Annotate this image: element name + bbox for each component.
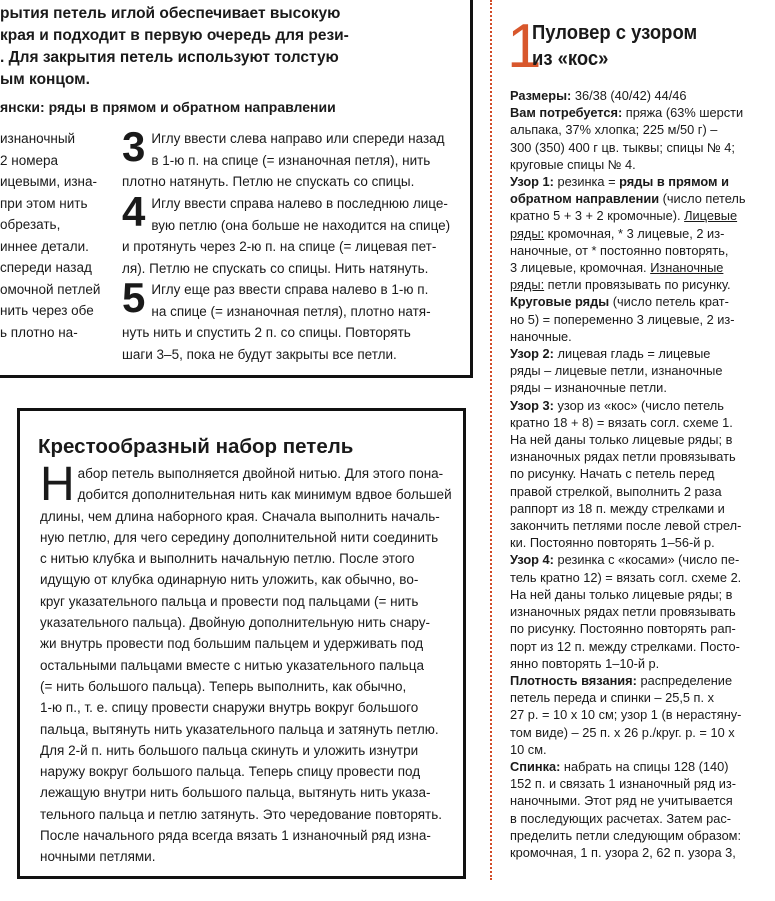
- body-line: 1-ю п., т. е. спицу провести снаружи внутрь вокруг большого: [40, 700, 419, 716]
- body-line: остальными пальцами вместе с нитью указательного пальца: [40, 657, 424, 673]
- step-line: и протянуть через 2-ю п. на спице (= лицевая пет-: [122, 239, 437, 254]
- pattern-line: [510, 672, 775, 689]
- pattern-line: [510, 706, 775, 723]
- text-run: изнаночных рядах петли провязывать: [510, 449, 736, 465]
- text-run: 300 (350) 400 г цв. тыквы; спицы № 4;: [510, 139, 735, 155]
- text-line: обрезать,: [0, 217, 61, 232]
- text-run: пределить петли следующим образом:: [510, 827, 742, 843]
- text-run: том виде) – 25 п. х 26 р./круг. р. = 10 х: [510, 724, 735, 740]
- text-run: ряды – лицевые петли, изнаночные: [510, 363, 723, 379]
- pattern-line: [510, 620, 775, 637]
- pattern-line: [510, 638, 775, 655]
- pattern-line: [510, 379, 775, 396]
- text-run: На ней даны только лицевые ряды; в: [510, 586, 733, 602]
- pattern-line: [510, 827, 775, 844]
- pattern-line: [510, 293, 775, 310]
- intro-line: ым концом.: [0, 71, 90, 88]
- text-line: ь плотно на-: [0, 324, 78, 340]
- pattern-line: [510, 448, 775, 465]
- pattern-line: [510, 87, 775, 104]
- text-run: наночные.: [510, 328, 572, 344]
- step-3: [122, 123, 467, 193]
- body-line: идущую от клубка одинарную нить уложить, как обычно, во-: [40, 572, 419, 588]
- text-run: петли провязывать по рисунку.: [544, 277, 731, 293]
- text-run: по рисунку. Начать с петель перед: [510, 466, 715, 482]
- pattern-line: [510, 345, 775, 362]
- step-line: нуть нить и спустить 2 п. со спицы. Повторять: [122, 325, 411, 340]
- drop-cap: Н: [40, 458, 75, 511]
- text-run: изнаночных рядах петли провязывать: [510, 604, 736, 620]
- pattern-line: [510, 156, 775, 173]
- text-run: распределение: [636, 672, 733, 688]
- text-run: круговые спицы № 4.: [510, 156, 636, 172]
- text-run: ряды – изнаночные петли.: [510, 380, 667, 396]
- bold-label: Размеры:: [510, 88, 572, 103]
- step-line: шаги 3–5, пока не будут закрыты все петли.: [122, 346, 397, 362]
- body-line: указательного пальца). Двойную дополнительную нить снару-: [40, 615, 430, 631]
- text-line: изнаночный: [0, 131, 76, 146]
- text-run: порт из 12 п. между стрелками. Посто-: [510, 638, 740, 654]
- text-run: кратно 5 + 3 + 2 кромочные).: [510, 208, 685, 224]
- pattern-line: [510, 311, 775, 328]
- text-line: при этом нить: [0, 195, 88, 211]
- step-line: вую петлю (она больше не находится на спице): [151, 217, 451, 233]
- pattern-line: [510, 242, 775, 259]
- bold-label: Узор 3:: [510, 397, 554, 413]
- step-4: [122, 188, 467, 279]
- column-divider: [490, 0, 492, 880]
- text-run: 3 лицевые, кромочная.: [510, 260, 651, 276]
- pattern-line: [510, 792, 775, 809]
- step-line: Иглу еще раз ввести справа налево в 1-ю п.: [151, 282, 429, 297]
- text-run: закончить петлями после левой стрел-: [510, 518, 742, 534]
- bold-label: Круговые ряды: [510, 294, 610, 310]
- pattern-line: [510, 655, 775, 672]
- pattern-line: [510, 104, 775, 121]
- text-run: тель кратно 12) = вязать согл. схеме 2.: [510, 569, 742, 585]
- intro-text: [0, 3, 470, 91]
- bold-label: Узор 4:: [510, 552, 554, 568]
- step-number: 4: [122, 188, 146, 235]
- pattern-line: [510, 534, 775, 551]
- pattern-line: [510, 775, 775, 792]
- bold-label: обратном направлении: [510, 191, 660, 207]
- left-column-text: [0, 128, 112, 343]
- cast-on-title: Крестообразный набор петель: [38, 435, 354, 458]
- bold-label: ряды в прямом и: [619, 174, 729, 190]
- text-run: кромочная, 1 п. узора 2, 62 п. узора 3,: [510, 844, 736, 860]
- body-line: длины, чем длина наборного края. Сначала выполнить началь-: [40, 508, 440, 524]
- step-number: 5: [122, 274, 146, 321]
- text-run: 27 р. = 10 х 10 см; узор 1 (в нерастяну-: [510, 707, 742, 723]
- body-line: (= нить большого пальца). Теперь выполнить, как обычно,: [40, 678, 407, 694]
- step-line: на спице (= изнаночная петля), плотно натя-: [151, 303, 431, 319]
- pattern-line: [510, 810, 775, 827]
- pattern-line: [510, 414, 775, 431]
- text-run: резинка =: [553, 174, 620, 190]
- intro-line: края и подходит в первую очередь для рези-: [0, 27, 349, 44]
- text-run: альпака, 37% хлопка; 225 м/50 г) –: [510, 122, 718, 138]
- bold-label: Узор 1:: [510, 174, 554, 190]
- title-line: Пуловер с узором: [532, 21, 698, 44]
- pattern-line: [510, 758, 775, 775]
- body-line: Для 2-й п. нить большого пальца скинуть и уложить изнутри: [40, 742, 419, 758]
- pattern-line: [510, 689, 775, 706]
- text-run: (число петель: [659, 191, 746, 207]
- step-line: плотно натянуть. Петлю не спускать со спицы.: [122, 174, 415, 189]
- text-run: лицевая гладь = лицевые: [553, 346, 711, 362]
- body-line: жи внутрь провести под большим пальцем и удерживать под: [40, 636, 424, 652]
- text-line: спереди назад: [0, 260, 92, 275]
- underlined-label: Изнаночные: [650, 260, 724, 276]
- body-line: ную петлю, для чего середину дополнительной нити соединить: [40, 529, 439, 545]
- text-run: но 5) = попеременно 3 лицевые, 2 из-: [510, 311, 735, 327]
- step-line: Иглу ввести слева направо или спереди назад: [151, 131, 445, 146]
- pattern-line: [510, 741, 775, 758]
- body-line: добится дополнительная нить как минимум вдвое большей: [77, 487, 452, 503]
- text-run: 152 п. и связать 1 изнаночный ряд из-: [510, 776, 737, 792]
- text-run: раппорт из 18 п. между стрелками и: [510, 500, 725, 516]
- bold-label: Спинка:: [510, 758, 561, 774]
- bold-label: Узор 2:: [510, 346, 554, 362]
- pattern-line: [510, 465, 775, 482]
- body-line: наружу вокруг большого пальца. Теперь спицу провести под: [40, 764, 421, 780]
- text-run: пряжа (63% шерсти: [622, 105, 744, 121]
- text-run: наночными. Этот ряд не учитывается: [510, 793, 733, 809]
- pattern-line: [510, 259, 775, 276]
- pattern-instructions: [510, 87, 775, 861]
- article-number: 1: [507, 12, 542, 81]
- text-run: петель переда и спинки – 25,5 п. х: [510, 690, 714, 706]
- underlined-label: Лицевые: [684, 208, 738, 224]
- body-line: тельного пальца и петлю затянуть. Это чередование повторять.: [40, 806, 442, 822]
- step-line: ля). Петлю не спускать со спицы. Нить натянуть.: [122, 260, 429, 276]
- text-line: омочной петлей: [0, 281, 101, 297]
- text-run: ки. Постоянно повторять 1–56-й р.: [510, 535, 715, 551]
- text-run: кромочная, * 3 лицевые, 2 из-: [544, 225, 725, 241]
- pattern-line: [510, 603, 775, 620]
- step-5: [122, 274, 467, 365]
- pattern-line: [510, 500, 775, 517]
- intro-line: рытия петель иглой обеспечивает высокую: [0, 5, 341, 22]
- article-title: [532, 20, 697, 72]
- underlined-label: ряды:: [510, 225, 545, 241]
- intro-line: . Для закрытия петель используют толстую: [0, 49, 339, 66]
- top-instructions-box: [0, 0, 473, 378]
- body-line: ночными петлями.: [40, 849, 156, 865]
- text-line: ицевыми, изна-: [0, 174, 98, 189]
- body-line: круг указательного пальца и провести под пальцами (= нить: [40, 593, 419, 609]
- pattern-line: [510, 190, 775, 207]
- text-line: 2 номера: [0, 152, 59, 168]
- step-line: в 1-ю п. на спице (= изнаночная петля), нить: [151, 152, 431, 168]
- pattern-line: [510, 724, 775, 741]
- text-run: 10 см.: [510, 741, 547, 757]
- text-run: кратно 18 + 8) = вязать согл. схеме 1.: [510, 414, 733, 430]
- pattern-line: [510, 844, 775, 861]
- body-line: абор петель выполняется двойной нитью. Для этого пона-: [77, 466, 444, 481]
- text-run: 36/38 (40/42) 44/46: [571, 88, 687, 103]
- underlined-label: ряды:: [510, 277, 545, 293]
- pattern-line: [510, 586, 775, 603]
- body-line: пальца, вытянуть нить указательного пальца и затянуть петлю.: [40, 721, 439, 737]
- pattern-line: [510, 431, 775, 448]
- pattern-line: [510, 551, 775, 568]
- bold-label: Плотность вязания:: [510, 672, 637, 688]
- pattern-line: [510, 328, 775, 345]
- pattern-line: [510, 517, 775, 534]
- pattern-line: [510, 207, 775, 224]
- step-number: 3: [122, 123, 146, 170]
- method-subheading: янски: ряды в прямом и обратном направлении: [0, 99, 336, 115]
- text-run: На ней даны только лицевые ряды; в: [510, 432, 733, 448]
- bold-label: Вам потребуется:: [510, 105, 623, 121]
- text-run: (число петель крат-: [609, 294, 729, 310]
- text-run: резинка с «косами» (число пе-: [553, 552, 740, 568]
- text-run: в последующих расчетах. Затем рас-: [510, 810, 732, 826]
- pattern-line: [510, 397, 775, 414]
- body-line: с нитью клубка и выполнить начальную петлю. После этого: [40, 551, 415, 567]
- body-line: лежащую внутри нить большого пальца, вытянуть нить указа-: [40, 785, 431, 801]
- pattern-line: [510, 276, 775, 293]
- pattern-line: [510, 483, 775, 500]
- pattern-line: [510, 225, 775, 242]
- pattern-line: [510, 121, 775, 138]
- title-line: из «кос»: [532, 47, 609, 70]
- body-line: После начального ряда всегда вязать 1 изнаночный ряд изна-: [40, 828, 431, 844]
- pattern-line: [510, 173, 775, 190]
- text-line: нить через обе: [0, 303, 94, 318]
- step-line: Иглу ввести справа налево в последнюю лице-: [151, 196, 448, 211]
- pattern-line: [510, 362, 775, 379]
- text-run: по рисунку. Постоянно повторять рап-: [510, 621, 736, 637]
- text-line: иннее детали.: [0, 238, 89, 254]
- text-run: правой стрелкой, выполнить 2 раза: [510, 483, 722, 499]
- text-run: набрать на спицы 128 (140): [560, 758, 729, 774]
- pattern-line: [510, 139, 775, 156]
- text-run: наночные, от * постоянно повторять,: [510, 242, 729, 258]
- text-run: узор из «кос» (число петель: [553, 397, 724, 413]
- text-run: янно повторять 1–10-й р.: [510, 655, 660, 671]
- cast-on-body: [40, 458, 460, 868]
- pattern-line: [510, 569, 775, 586]
